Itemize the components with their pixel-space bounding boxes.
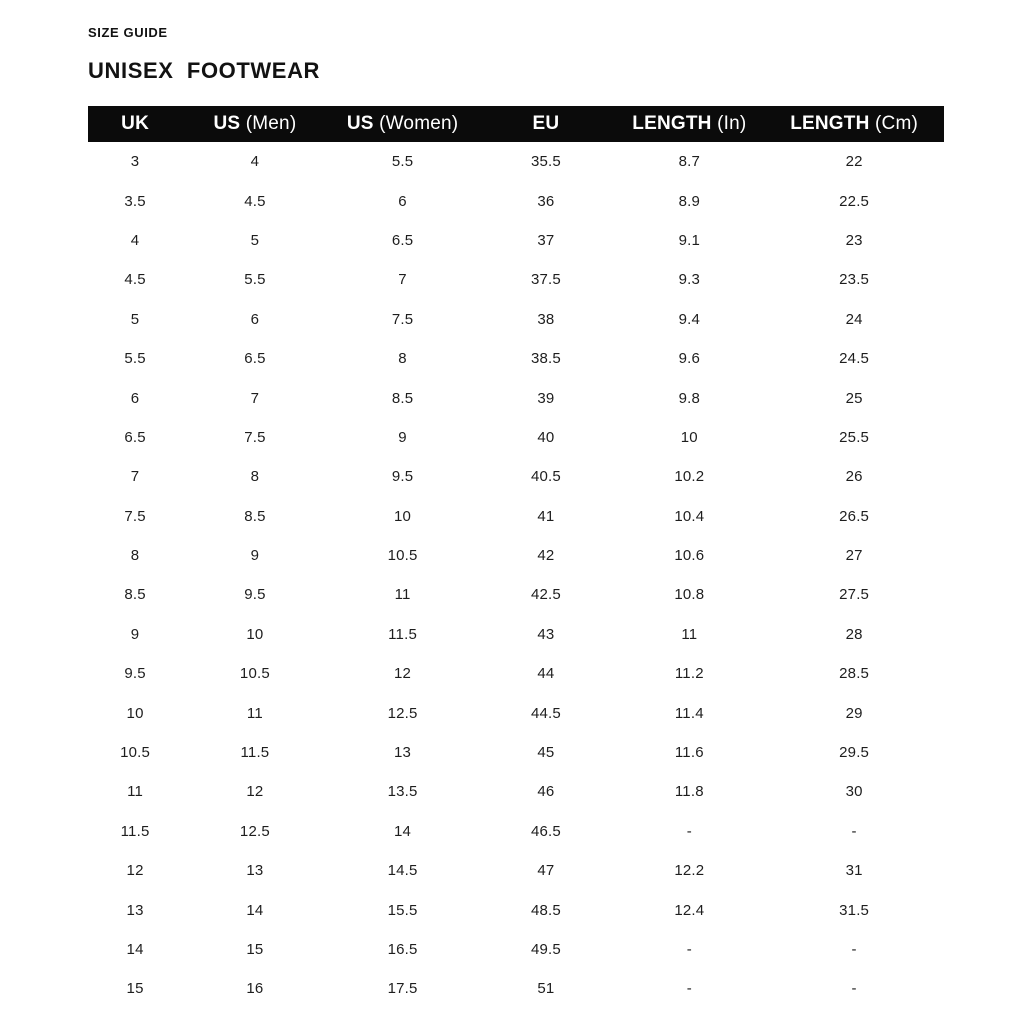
size-cell: 17.5 bbox=[387, 980, 418, 998]
size-cell: 11 bbox=[246, 704, 263, 722]
size-cell: 13 bbox=[246, 862, 264, 880]
size-cell: 9.3 bbox=[678, 271, 701, 289]
size-cell: 27 bbox=[845, 547, 863, 565]
size-cell: 5.5 bbox=[391, 153, 414, 171]
size-cell: 15 bbox=[126, 980, 144, 998]
size-cell: 4 bbox=[130, 231, 140, 249]
size-cell: 12 bbox=[246, 783, 264, 801]
size-cell: 28.5 bbox=[839, 665, 870, 683]
size-cell: 42.5 bbox=[530, 586, 561, 604]
table-row bbox=[88, 378, 944, 417]
size-cell: 12.5 bbox=[387, 704, 418, 722]
size-cell: 9.8 bbox=[678, 389, 701, 407]
size-cell: 9 bbox=[398, 428, 407, 446]
size-table-body bbox=[88, 142, 944, 1009]
table-row bbox=[88, 654, 944, 693]
size-cell: 10 bbox=[246, 625, 264, 643]
column-header-us-women bbox=[328, 106, 478, 142]
size-cell: - bbox=[686, 822, 692, 840]
size-cell: 10 bbox=[394, 507, 412, 525]
size-cell: 7 bbox=[130, 468, 140, 486]
size-cell: 15.5 bbox=[387, 901, 418, 919]
size-cell: 6.5 bbox=[391, 231, 414, 249]
table-row bbox=[88, 221, 944, 260]
size-cell: 11.6 bbox=[674, 744, 704, 762]
size-cell: 45 bbox=[537, 744, 555, 762]
size-table-header bbox=[88, 106, 944, 142]
table-row bbox=[88, 693, 944, 732]
size-cell: 11.5 bbox=[240, 744, 270, 762]
size-cell: 23 bbox=[845, 231, 863, 249]
table-row bbox=[88, 181, 944, 220]
size-cell: 5.5 bbox=[124, 350, 146, 368]
size-cell: 11 bbox=[394, 586, 411, 604]
size-cell: 3 bbox=[130, 153, 140, 171]
size-cell: 4.5 bbox=[124, 271, 146, 289]
size-cell: 26 bbox=[845, 468, 863, 486]
size-cell: 41 bbox=[537, 507, 555, 525]
size-cell: 10.8 bbox=[674, 586, 705, 604]
column-header-eu bbox=[477, 106, 614, 142]
table-row bbox=[88, 339, 944, 378]
size-cell: 15 bbox=[246, 941, 264, 958]
size-cell: 7.5 bbox=[244, 428, 266, 446]
size-cell: 36 bbox=[537, 192, 555, 210]
size-cell: 10.2 bbox=[674, 468, 705, 486]
size-cell: 8.7 bbox=[678, 153, 701, 171]
size-cell: 14 bbox=[246, 901, 264, 919]
size-cell: 46.5 bbox=[530, 822, 561, 840]
table-row bbox=[88, 300, 944, 339]
table-row bbox=[88, 260, 944, 299]
size-cell: 11.2 bbox=[674, 665, 704, 683]
size-cell: 9.1 bbox=[678, 231, 701, 249]
size-cell: 10.6 bbox=[674, 547, 705, 565]
size-cell: - bbox=[851, 822, 857, 840]
size-cell: 8.5 bbox=[391, 389, 414, 407]
table-row bbox=[88, 772, 944, 811]
column-header-us-men bbox=[182, 106, 328, 142]
size-cell: 24 bbox=[845, 310, 863, 328]
size-cell: 9.5 bbox=[244, 586, 266, 604]
size-cell: 47 bbox=[537, 862, 555, 880]
size-cell: 40.5 bbox=[530, 468, 561, 486]
size-cell: 11.5 bbox=[388, 625, 418, 643]
size-cell: - bbox=[686, 980, 692, 998]
size-cell: 9.5 bbox=[124, 665, 146, 683]
size-cell: 10.5 bbox=[387, 547, 418, 565]
table-row bbox=[88, 536, 944, 575]
size-cell: 14.5 bbox=[387, 862, 418, 880]
column-header-bold-text: US bbox=[213, 113, 241, 134]
size-cell: 3.5 bbox=[124, 192, 146, 210]
size-cell: 16 bbox=[246, 980, 264, 998]
size-cell: 11.4 bbox=[674, 704, 704, 722]
size-cell: 25.5 bbox=[839, 428, 870, 446]
size-cell: 7.5 bbox=[124, 507, 146, 525]
size-cell: 27.5 bbox=[839, 586, 870, 604]
column-header-uk bbox=[88, 106, 182, 142]
size-cell: 22 bbox=[845, 153, 863, 171]
size-cell: 49.5 bbox=[530, 941, 561, 958]
size-cell: 5.5 bbox=[244, 271, 266, 289]
column-header-regular-text: (Cm) bbox=[875, 113, 919, 134]
size-cell: 8.9 bbox=[678, 192, 701, 210]
size-cell: 8 bbox=[130, 547, 140, 565]
size-cell: 5 bbox=[130, 310, 140, 328]
size-cell: 4 bbox=[250, 153, 260, 171]
size-cell: 5 bbox=[250, 231, 260, 249]
size-cell: 12.4 bbox=[674, 901, 705, 919]
table-row bbox=[88, 457, 944, 496]
size-cell: 12 bbox=[394, 665, 412, 683]
size-cell: 9 bbox=[130, 625, 140, 643]
size-cell: 14 bbox=[126, 941, 144, 958]
header-row bbox=[88, 106, 944, 142]
column-header-regular-text: (Men) bbox=[245, 113, 297, 134]
size-cell: 13 bbox=[126, 901, 144, 919]
table-row bbox=[88, 575, 944, 614]
size-cell: 22.5 bbox=[839, 192, 870, 210]
size-cell: 6 bbox=[130, 389, 140, 407]
size-cell: - bbox=[851, 941, 857, 958]
size-cell: 11.5 bbox=[120, 822, 150, 840]
size-cell: 8.5 bbox=[244, 507, 266, 525]
column-header-bold-text: US bbox=[346, 113, 374, 134]
column-header-length-in bbox=[614, 106, 764, 142]
size-cell: 10 bbox=[680, 428, 698, 446]
size-cell: - bbox=[851, 980, 857, 998]
size-cell: 13 bbox=[394, 744, 412, 762]
size-cell: 9.6 bbox=[678, 350, 701, 368]
table-row bbox=[88, 851, 944, 890]
table-row bbox=[88, 812, 944, 851]
size-cell: 24.5 bbox=[839, 350, 870, 368]
size-cell: 7 bbox=[398, 271, 407, 289]
size-cell: 10 bbox=[126, 704, 144, 722]
size-cell: - bbox=[686, 941, 692, 958]
size-cell: 10.5 bbox=[239, 665, 270, 683]
size-cell: 9 bbox=[250, 547, 260, 565]
size-conversion-table bbox=[88, 106, 944, 1009]
size-cell: 46 bbox=[537, 783, 555, 801]
size-cell: 25 bbox=[845, 389, 863, 407]
size-cell: 48.5 bbox=[530, 901, 561, 919]
size-cell: 6 bbox=[250, 310, 260, 328]
table-row bbox=[88, 497, 944, 536]
size-cell: 11.8 bbox=[674, 783, 704, 801]
size-cell: 23.5 bbox=[839, 271, 870, 289]
size-cell: 28 bbox=[845, 625, 863, 643]
table-row bbox=[88, 969, 944, 1008]
size-cell: 29.5 bbox=[839, 744, 870, 762]
table-row bbox=[88, 615, 944, 654]
table-row bbox=[88, 142, 944, 181]
size-cell: 12 bbox=[126, 862, 144, 880]
size-cell: 8.5 bbox=[124, 586, 146, 604]
size-cell: 8 bbox=[250, 468, 260, 486]
size-cell: 6.5 bbox=[124, 428, 146, 446]
size-cell: 26.5 bbox=[839, 507, 870, 525]
size-cell: 35.5 bbox=[530, 153, 561, 171]
size-cell: 11 bbox=[127, 783, 144, 801]
column-header-regular-text: (Women) bbox=[379, 113, 459, 134]
table-row bbox=[88, 418, 944, 457]
size-cell: 8 bbox=[398, 350, 407, 368]
size-cell: 37.5 bbox=[530, 271, 561, 289]
column-header-length-cm bbox=[764, 106, 944, 142]
size-cell: 44 bbox=[537, 665, 555, 683]
column-header-regular-text: (In) bbox=[717, 113, 747, 134]
size-cell: 10.4 bbox=[674, 507, 705, 525]
size-cell: 30 bbox=[845, 783, 863, 801]
size-cell: 6.5 bbox=[244, 350, 266, 368]
size-cell: 31.5 bbox=[839, 901, 870, 919]
size-cell: 11 bbox=[681, 625, 698, 643]
size-cell: 39 bbox=[537, 389, 555, 407]
column-header-bold-text: LENGTH bbox=[632, 113, 712, 134]
column-header-bold-text: UK bbox=[121, 113, 149, 134]
size-cell: 7 bbox=[250, 389, 260, 407]
size-cell: 13.5 bbox=[387, 783, 418, 801]
column-header-bold-text: LENGTH bbox=[790, 113, 870, 134]
size-cell: 42 bbox=[537, 547, 555, 565]
page-title: UNISEX FOOTWEAR bbox=[88, 58, 321, 83]
size-cell: 44.5 bbox=[530, 704, 561, 722]
size-cell: 7.5 bbox=[391, 310, 414, 328]
size-cell: 14 bbox=[394, 822, 412, 840]
size-cell: 10.5 bbox=[120, 744, 151, 762]
size-cell: 6 bbox=[398, 192, 407, 210]
size-cell: 38 bbox=[537, 310, 555, 328]
size-cell: 40 bbox=[537, 428, 555, 446]
size-cell: 16.5 bbox=[387, 941, 418, 958]
size-cell: 38.5 bbox=[530, 350, 561, 368]
size-cell: 12.2 bbox=[674, 862, 705, 880]
size-cell: 43 bbox=[537, 625, 555, 643]
size-cell: 51 bbox=[537, 980, 555, 998]
size-cell: 31 bbox=[845, 862, 863, 880]
size-cell: 37 bbox=[537, 231, 555, 249]
size-guide-page bbox=[88, 0, 944, 1009]
size-cell: 29 bbox=[845, 704, 863, 722]
table-row bbox=[88, 890, 944, 929]
table-row bbox=[88, 733, 944, 772]
size-cell: 4.5 bbox=[244, 192, 266, 210]
column-header-bold-text: EU bbox=[532, 113, 560, 134]
size-cell: 9.5 bbox=[391, 468, 414, 486]
size-cell: 9.4 bbox=[678, 310, 701, 328]
size-guide-label: SIZE GUIDE bbox=[88, 25, 168, 40]
size-cell: 12.5 bbox=[239, 822, 270, 840]
table-row bbox=[88, 930, 944, 969]
